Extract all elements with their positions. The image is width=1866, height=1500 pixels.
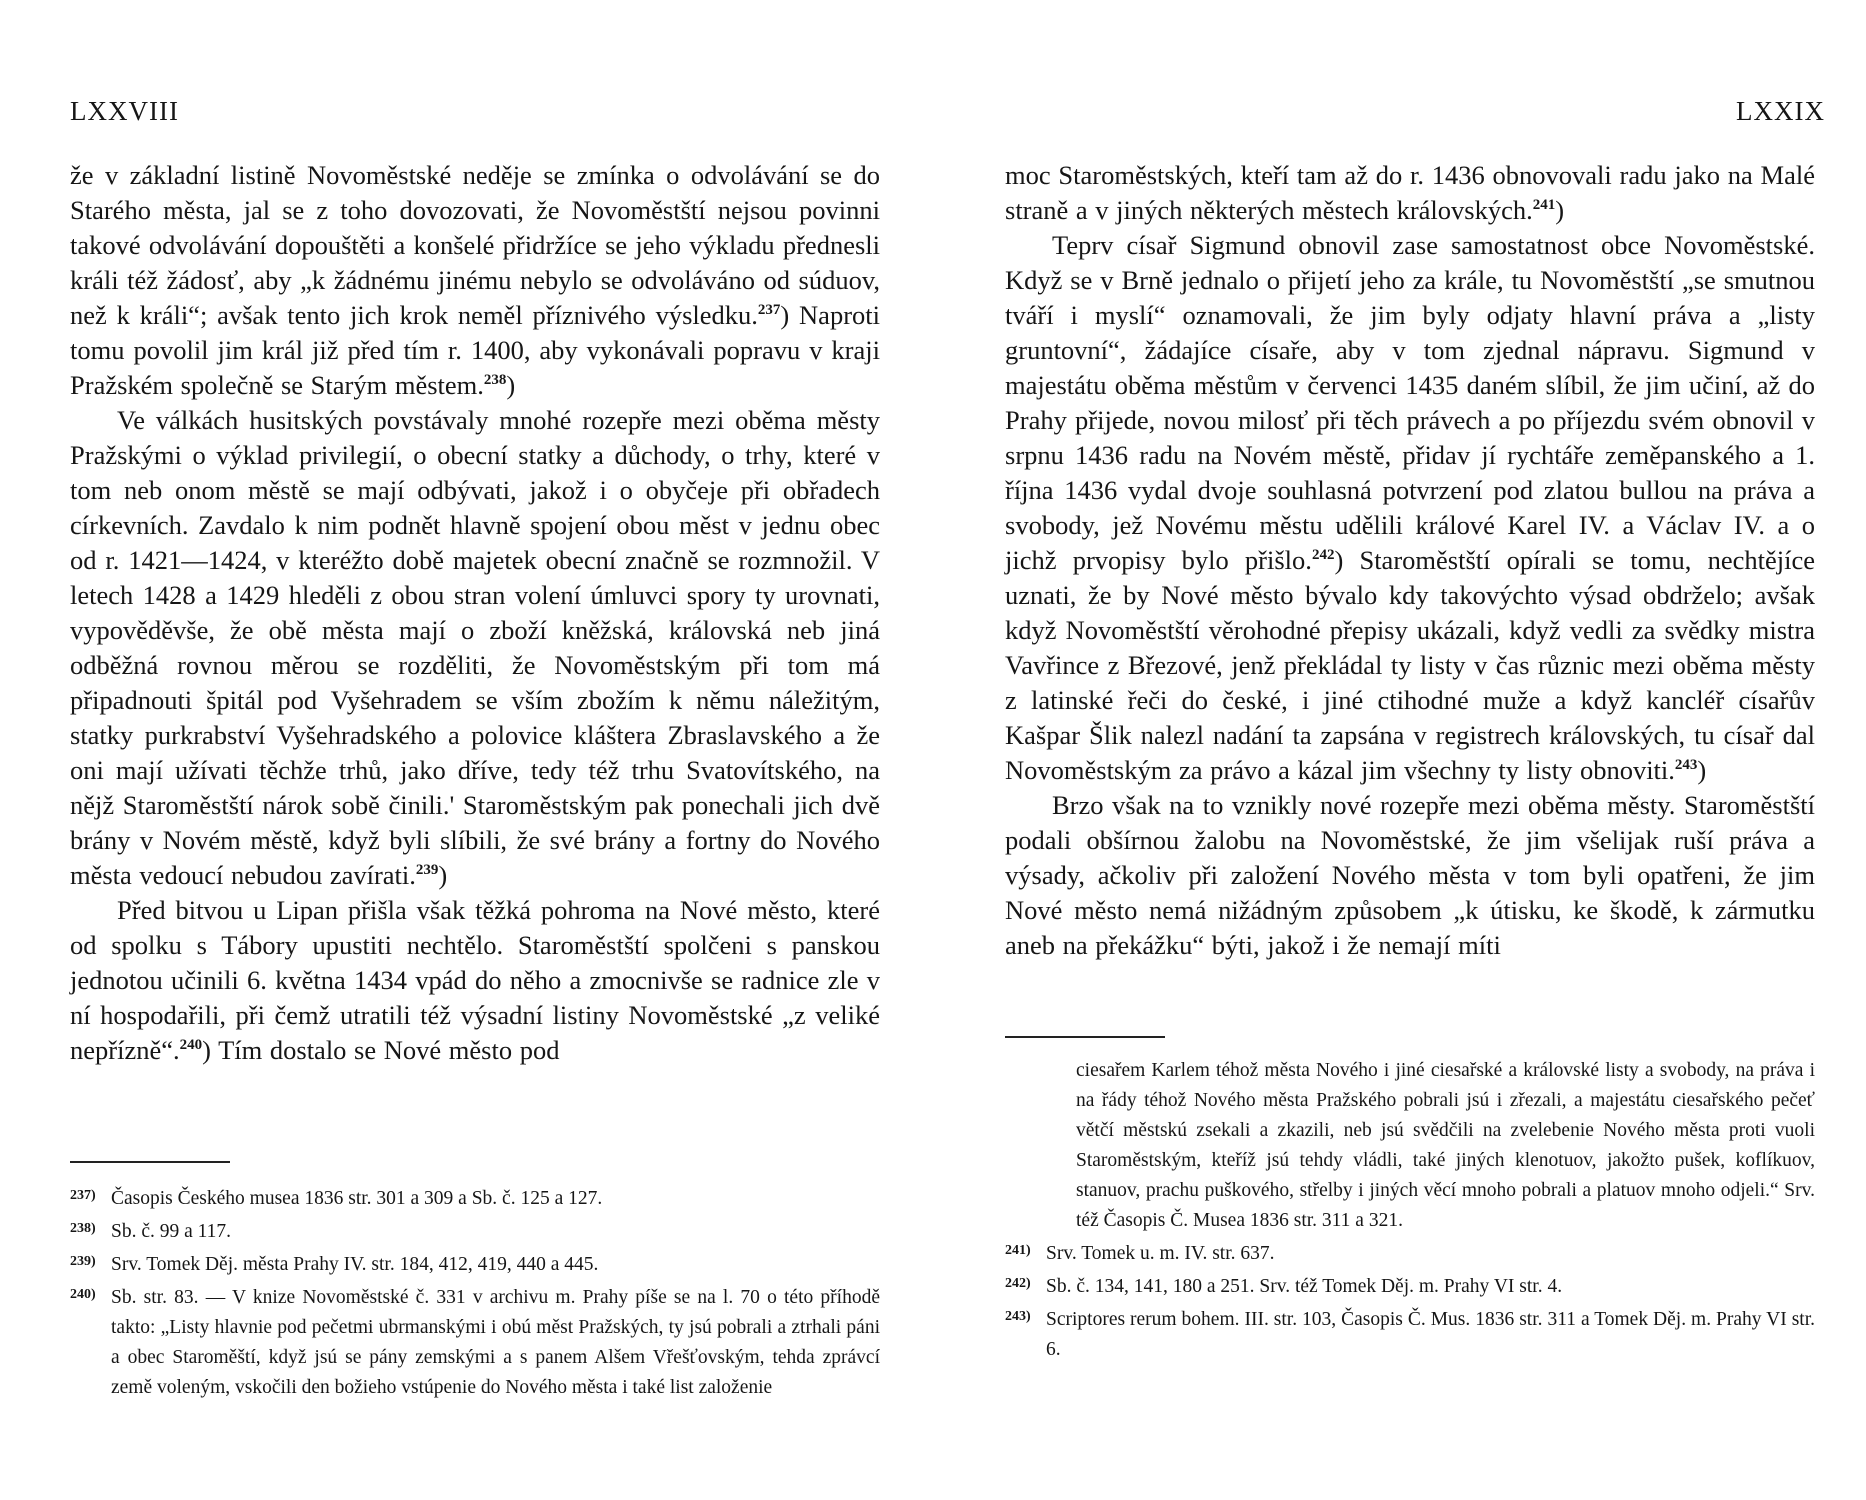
footnote-ref: 241 (1532, 197, 1556, 214)
footnote-number: 242) (1005, 1276, 1031, 1291)
page-number: LXXVIII (70, 96, 179, 126)
paragraph: Brzo však na to vznikly nové rozepře mezi oběma městy. Staroměstští podali obšírnou žalobu na Novoměstské, že jim všelijak ruší práva a výsady, ačkoliv při založení Nového města v tom byli opatřeni, že jim Nové město nemá nižádným způsobem „k útisku, ke škodě, k zármutku aneb na překážku“ býti, jakož i že nemají míti (1005, 790, 1815, 960)
footnote: 237) Časopis Českého musea 1836 str. 301 a 309 a Sb. č. 125 a 127. (70, 1181, 880, 1214)
footnote-continuation: ciesařem Karlem téhož města Nového i jiné ciesařské a královské listy a svobody, na práva i na řády téhož Nového města Pražského pobrali jsú i zřezali, a majestátu ciesařského pečeť větčí městskú zsekali a zkazili, neb jsú svědčili na zvelebenie Nového města proti vuoli Staroměstským, kteříž jsú tehdy vládli, také jiných klenotuov, jakožto pušek, koflíkuov, stanuov, prachu puškového, střelby i jiných věcí mnoho pobrali a platuov mnoho odjeli.“ Srv. též Časopis Č. Musea 1836 str. 311 a 321. (1076, 1060, 1815, 1231)
right-page (1005, 0, 1825, 1500)
footnote-number: 237) (70, 1188, 96, 1203)
footnote: 239) Srv. Tomek Děj. města Prahy IV. str. 184, 412, 419, 440 a 445. (70, 1247, 880, 1280)
footnote-number: 238) (70, 1221, 96, 1236)
footnote-number: 243) (1005, 1309, 1031, 1324)
footnote-ref: 240 (179, 1037, 203, 1054)
body-text (70, 158, 880, 1068)
footnote-ref: 237 (757, 302, 781, 319)
footnote: 238) Sb. č. 99 a 117. (70, 1214, 880, 1247)
body-text (1005, 158, 1815, 963)
footnote-divider (70, 1161, 230, 1163)
footnote: 242) Sb. č. 134, 141, 180 a 251. Srv. též Tomek Děj. m. Prahy VI str. 4. (1005, 1269, 1815, 1302)
footnote-divider (1005, 1036, 1165, 1038)
footnote-ref: 242 (1311, 547, 1335, 564)
footnote-number: 240) (70, 1287, 96, 1302)
page-number: LXXIX (1736, 96, 1825, 126)
paragraph: moc Staroměstských, kteří tam až do r. 1436 obnovovali radu jako na Malé straně a v jiných některých městech královských.$^{241}$) (1005, 160, 1815, 225)
footnote: 243) Scriptores rerum bohem. III. str. 103, Časopis Č. Mus. 1836 str. 311 a Tomek Děj. m. Prahy VI str. 6. (1005, 1302, 1815, 1365)
footnote-ref: 239 (415, 862, 439, 879)
footnotes (70, 1181, 880, 1403)
footnotes (1005, 1056, 1815, 1365)
footnote: 241) Srv. Tomek u. m. IV. str. 637. (1005, 1236, 1815, 1269)
footnote-ref: 243 (1674, 757, 1698, 774)
paragraph: Ve válkách husitských povstávaly mnohé rozepře mezi oběma městy Pražskými o výklad privilegií, o obecní statky a důchody, o trhy, které v tom neb onom městě se mají odbývati, jakož i o obyčeje při obřadech církevních. Zavdalo k nim podnět hlavně spojení obou měst v jednu obec od r. 1421—1424, v kteréžto době majetek obecní značně se rozmnožil. V letech 1428 a 1429 hleděli z obou stran volení úmluvci spory ty urovnati, vypověděvše, že obě města mají o zboží kněžská, královská neb jiná odběžná rovnou měrou se rozděliti, že Novoměstským při tom má připadnouti špitál pod Vyšehradem se vším zbožím k němu náležitým, statky purkrabství Vyšehradského a polovice kláštera Zbraslavského a že oni mají užívati těchže trhů, jako dříve, tedy též trhu Svatovítského, na nějž Staroměstští nárok sobě činili.' Staroměstským pak ponechali jich dvě brány v Novém městě, když byli slíbili, že své brány a fortny do Nového města vedoucí nebudou zavírati.$^{239}$) (70, 405, 880, 890)
left-page (70, 0, 890, 1500)
footnote-number: 239) (70, 1254, 96, 1269)
paragraph: Teprv císař Sigmund obnovil zase samostatnost obce Novoměstské. Když se v Brně jednalo o přijetí jeho za krále, tu Novoměstští „se smutnou tváří i myslí“ oznamovali, že jim byly odjaty hlavní práva a „listy gruntovní“, žádajíce císaře, aby v tom zjednal nápravu. Sigmund v majestátu oběma městům v červenci 1435 daném slíbil, že jim učiní, až do Prahy přijede, novou milosť při těch právech a po příjezdu svém obnovil v srpnu 1436 radu na Novém městě, přidav jí rychtáře zeměpanského a 1. října 1436 vydal dvoje souhlasná potvrzení pod zlatou bullou na práva a svobody, jež Novému městu udělili králové Karel IV. a Václav IV. a o jichž prvopisy bylo přišlo.$^{242}$) Staroměstští opírali se tomu, nechtějíce uznati, že by Nové město bývalo kdy takovýchto výsad obdrželo; avšak když Novoměstští věrohodné přepisy ukázali, když vedli za svědky mistra Vavřince z Březové, jenž překládal ty listy v čas různic mezi oběma městy z latinské řeči do české, i jiné ctihodné muže a když kancléř císařův Kašpar Šlik nalezl nadání ta zapsána v registrech královských, tu císař dal Novoměstským za právo a kázal jim všechny ty listy obnoviti.$^{243}$) (1005, 230, 1815, 785)
paragraph: Před bitvou u Lipan přišla však těžká pohroma na Nové město, které od spolku s Tábory upustiti nechtělo. Staroměstští spolčeni s panskou jednotou učinili 6. května 1434 vpád do něho a zmocnivše se radnice zle v ní hospodařili, při čemž utratili též výsadní listiny Novoměstské „z veliké nepřízně“.$^{240}$) Tím dostalo se Nové město pod (70, 895, 880, 1065)
paragraph: že v základní listině Novoměstské neděje se zmínka o odvolávání se do Starého města, jal se z toho dovozovati, že Novoměstští nejsou povinni takové odvolávání dopouštěti a konšelé přidržíce se jeho výkladu přednesli králi též žádosť, aby „k žádnému jinému nebylo se odvoláváno od súduov, než k králi“; avšak tento jich krok neměl příznivého výsledku.$^{237}$) Naproti tomu povolil jim král již před tím r. 1400, aby vykonávali popravu v kraji Pražském společně se Starým městem.$^{238}$) (70, 160, 880, 400)
footnote-ref: 238 (483, 372, 507, 389)
footnote: 240) Sb. str. 83. — V knize Novoměstské č. 331 v archivu m. Prahy píše se na l. 70 o této příhodě takto: „Listy hlavnie pod pečetmi ubrmanskými i obú měst Pražských, ty jsú pobrali a ztrhali páni a obec Staroměští, když jsú se pány zemskými a s panem Alšem Vřešťovským, tehda zprávcí země voleným, vskočili den božieho vstúpenie do Nového města i také list založenie (70, 1280, 880, 1403)
footnote-number: 241) (1005, 1243, 1031, 1258)
